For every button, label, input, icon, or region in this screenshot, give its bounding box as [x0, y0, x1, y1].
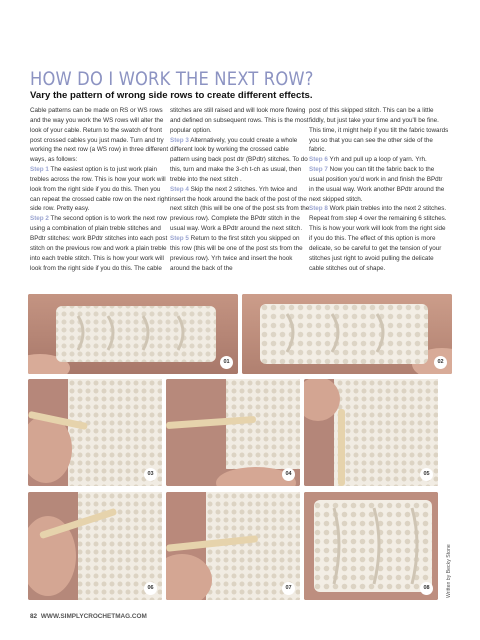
- step-2-paragraph: Step 2 The second option is to work the next row using a combination of plain treble stitches and BPdtr stitches: work BPdtr stitches into each post stitch on the previous row and work a plain treble into each treble stitch. This is how your work will look from the right side if you do this. The cable: [30, 215, 168, 272]
- step-label: Step 7: [309, 166, 328, 174]
- step-label: Step 2: [30, 215, 49, 223]
- author-credit: Written by Becky Stone: [446, 544, 452, 598]
- page-number: 82: [30, 613, 38, 620]
- step-photo-08: [304, 492, 438, 600]
- crochet-swatch-illustration: [166, 492, 300, 600]
- step-label: Step 3: [170, 136, 189, 144]
- text-column-1: [30, 106, 170, 273]
- step-photo-07: [166, 492, 300, 600]
- intro-paragraph: Cable patterns can be made on RS or WS rows and the way you work the WS rows will alter the look of your cable. Return to the swatch of front post crossed cables you just made. Turn and try working the next row (a WS row) in three different ways, as follows:: [30, 107, 169, 164]
- step-label: Step 6: [309, 156, 328, 164]
- website-url: WWW.SIMPLYCROCHETMAG.COM: [40, 613, 147, 620]
- crochet-swatch-illustration: [28, 492, 162, 600]
- step-photo-01: [28, 294, 238, 374]
- crochet-swatch-illustration: [28, 294, 238, 374]
- step-3-paragraph: Step 3 Alternatively, you could create a whole different look by working the crossed cable pattern using back post dtr (BPdtr) stitches. To do this, turn and make the 3-ch t-ch as usual, then treble into the next stitch .: [170, 136, 308, 183]
- step-6-paragraph: Step 6 Yrh and pull up a loop of yarn. Yrh.: [309, 156, 427, 164]
- step-4-paragraph: Step 4 Skip the next 2 stitches. Yrh twice and insert the hook around the back of the post of the next stitch (this will be one of the post sts from the previous row). Complete the BPdtr stitch in the usual way. Work a BPdtr around the next stitch.: [170, 185, 310, 233]
- photo-number-badge: 07: [282, 582, 295, 595]
- photo-number-badge: 08: [420, 582, 433, 595]
- step-label: Step 4: [170, 185, 189, 193]
- crochet-swatch-illustration: [304, 379, 438, 486]
- crochet-swatch-illustration: [242, 294, 452, 374]
- step-8-paragraph: Step 8 Work plain trebles into the next 2 stitches. Repeat from step 4 over the remaining 6 stitches. This is how your work will look from the right side if you do this. The effect of this option is more delicate, so be careful to get the tension of your stitches just right to avoid pulling the delicate cable stitches out of shape.: [309, 205, 447, 272]
- text-column-2: [170, 106, 310, 273]
- step-label: Step 5: [170, 234, 189, 242]
- photo-number-badge: 04: [282, 468, 295, 481]
- page-footer: [30, 613, 147, 620]
- step-photo-05: [304, 379, 438, 486]
- step-label: Step 8: [309, 205, 328, 213]
- crochet-swatch-illustration: [304, 492, 438, 600]
- step-photo-06: [28, 492, 162, 600]
- photo-number-badge: 03: [144, 468, 157, 481]
- page-heading: HOW DO I WORK THE NEXT ROW?: [30, 68, 314, 90]
- step-photo-03: [28, 379, 162, 486]
- photo-number-badge: 06: [144, 582, 157, 595]
- step-1-paragraph: Step 1 The easiest option is to just work plain trebles across the row. This is how your work will look from the right side if you do this. Then you can repeat the crossed cable row on the next right side row. Pretty easy.: [30, 166, 170, 213]
- crochet-swatch-illustration: [28, 379, 162, 486]
- step-5-paragraph: Step 5 Return to the first stitch you skipped on this row (this will be one of the post sts from the previous row). Yrh twice and insert the hook around the back of the: [170, 234, 303, 272]
- continued-paragraph: post of this skipped stitch. This can be a little fiddly, but just take your time and you'll be fine. This time, it might help if you tilt the fabric towards you so that you can see the other side of the fabric.: [309, 107, 449, 154]
- step-label: Step 1: [30, 166, 49, 174]
- step-photo-04: [166, 379, 300, 486]
- photo-number-badge: 01: [220, 356, 233, 369]
- step-7-paragraph: Step 7 Now you can tilt the fabric back to the usual position you'd work in and finish the BPdtr in the usual way. Work another BPdtr around the next skipped stitch.: [309, 166, 445, 203]
- continued-paragraph: stitches are still raised and will look more flowing and defined on subsequent rows. This is the most popular option.: [170, 107, 309, 134]
- photo-number-badge: 02: [434, 356, 447, 369]
- crochet-swatch-illustration: [166, 379, 300, 486]
- step-photo-02: [242, 294, 452, 374]
- photo-number-badge: 05: [420, 468, 433, 481]
- text-column-3: [309, 106, 449, 273]
- page-subheading: Vary the pattern of wrong side rows to create different effects.: [30, 90, 313, 101]
